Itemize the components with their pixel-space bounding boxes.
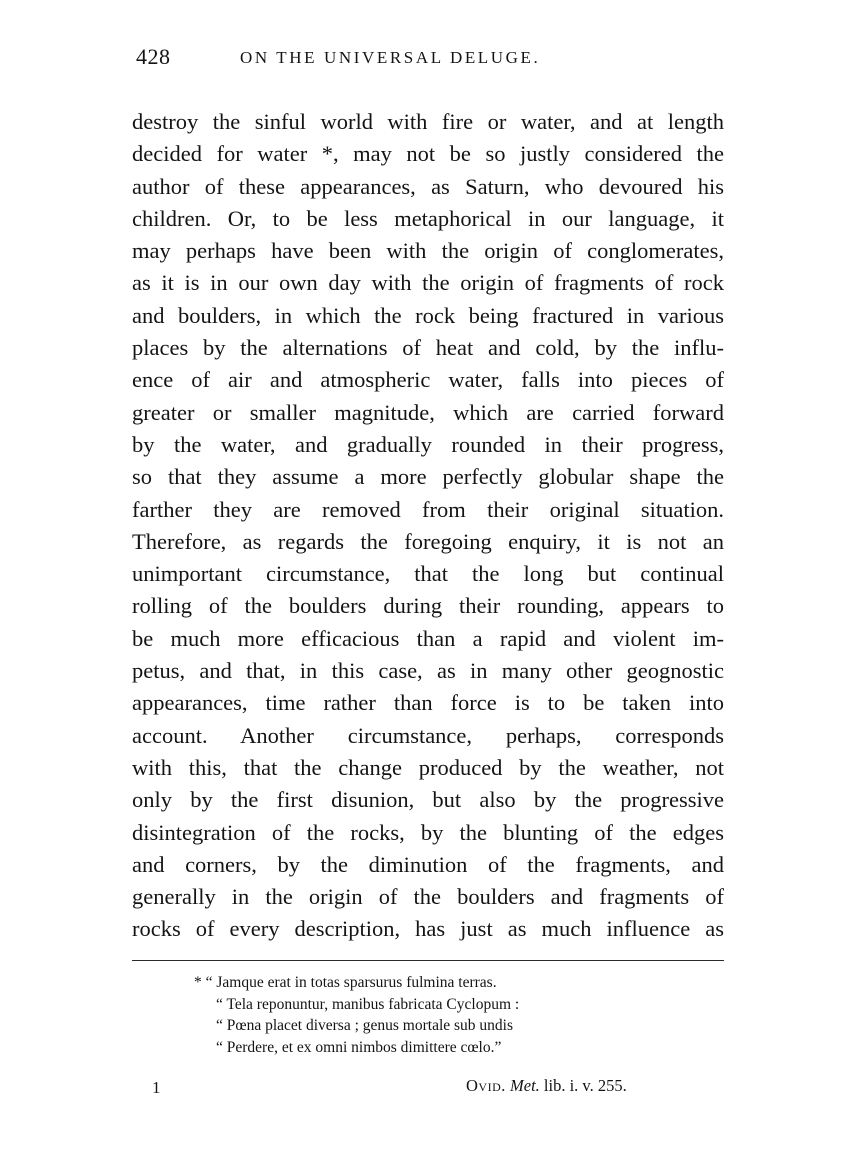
text-line: disintegration of the rocks, by the blunting of the edges xyxy=(132,819,724,845)
text-line: and boulders, in which the rock being fractured in various xyxy=(132,302,724,328)
text-line: only by the first disunion, but also by the progressive xyxy=(132,787,724,813)
text-line: ence of air and atmospheric water, falls into pieces of xyxy=(132,367,724,393)
attribution-reference: lib. i. v. 255. xyxy=(543,1076,627,1095)
page-header xyxy=(136,44,736,76)
text-line: decided for water *, may not be so justly considered the xyxy=(132,141,724,167)
text-line: greater or smaller magnitude, which are carried forward xyxy=(132,399,724,425)
text-line: with this, that the change produced by the weather, not xyxy=(132,754,724,780)
text-line: may perhaps have been with the origin of conglomerates, xyxy=(132,238,724,264)
running-title: ON THE UNIVERSAL DELUGE. xyxy=(240,48,541,67)
text-line: rolling of the boulders during their rounding, appears to xyxy=(132,593,724,619)
text-line: destroy the sinful world with fire or water, and at length xyxy=(132,109,724,134)
text-line: places by the alternations of heat and cold, by the influ- xyxy=(132,335,724,361)
text-line: generally in the origin of the boulders and fragments of xyxy=(132,884,724,910)
text-line: be much more efficacious than a rapid and violent im- xyxy=(132,625,724,651)
footnote xyxy=(194,972,654,1058)
footnote-line: “ Pœna placet diversa ; genus mortale sub undis xyxy=(216,1017,514,1034)
text-line: and corners, by the diminution of the fragments, and xyxy=(132,851,724,877)
text-line: as it is in our own day with the origin of fragments of rock xyxy=(132,270,724,296)
text-line: account. Another circumstance, perhaps, corresponds xyxy=(132,722,724,748)
text-line: rocks of every description, has just as much influence as xyxy=(132,916,724,942)
footnote-line: “ Tela reponuntur, manibus fabricata Cyclopum : xyxy=(216,995,520,1013)
text-line: author of these appearances, as Saturn, who devoured his xyxy=(132,173,724,199)
page-number: 428 xyxy=(136,44,171,69)
text-line: petus, and that, in this case, as in many other geognostic xyxy=(132,658,724,684)
text-line: unimportant circumstance, that the long but continual xyxy=(132,561,724,587)
attribution-author: Ovid. xyxy=(466,1076,506,1095)
text-line: children. Or, to be less metaphorical in our language, it xyxy=(132,205,724,231)
attribution-work: Met. xyxy=(510,1076,540,1095)
signature-mark: 1 xyxy=(152,1078,161,1097)
text-line: appearances, time rather than force is to be taken into xyxy=(132,690,724,716)
text-line: so that they assume a more perfectly globular shape the xyxy=(132,464,724,490)
footnote-line: “ Perdere, et ex omni nimbos dimittere cœlo.” xyxy=(216,1038,502,1056)
footnote-attribution xyxy=(466,1076,627,1096)
footnote-rule xyxy=(132,960,724,961)
text-line: farther they are removed from their original situation. xyxy=(132,496,724,522)
body-text xyxy=(132,106,724,946)
footnote-line: * “ Jamque erat in totas sparsurus fulmina terras. xyxy=(194,974,497,991)
text-line: by the water, and gradually rounded in their progress, xyxy=(132,431,724,457)
text-line: Therefore, as regards the foregoing enquiry, it is not an xyxy=(132,528,724,554)
